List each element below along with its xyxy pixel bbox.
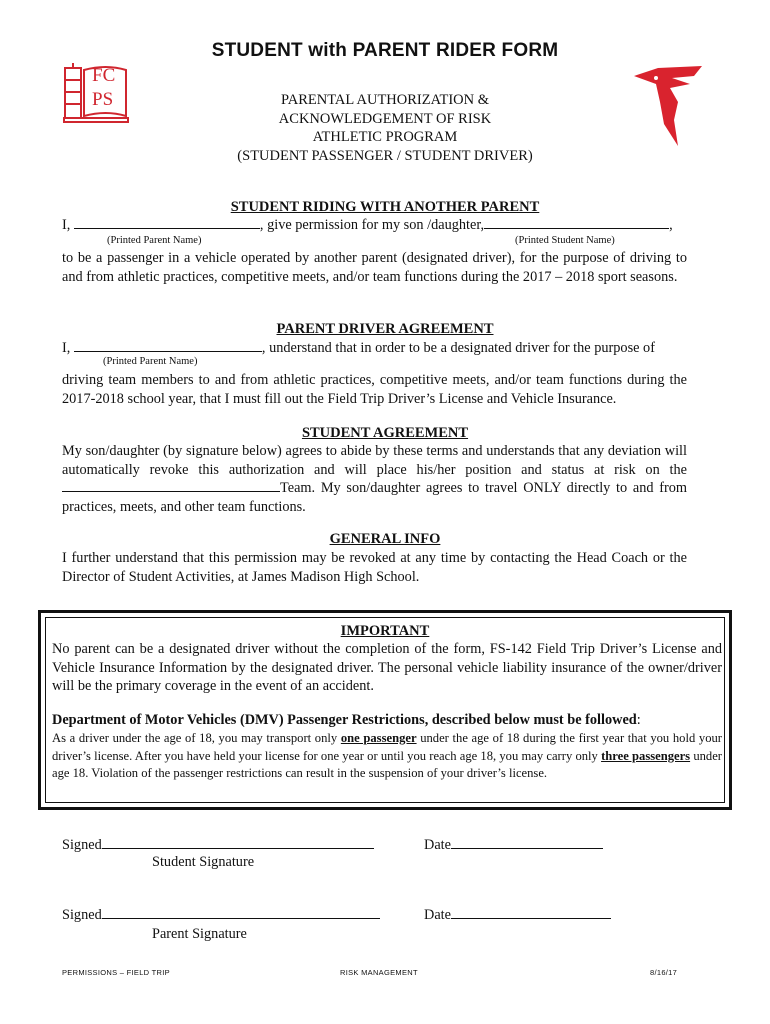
parent-driver-line: [62, 339, 655, 357]
prefix-i: I,: [62, 340, 71, 356]
subheading-line-4: (STUDENT PASSENGER / STUDENT DRIVER): [237, 148, 533, 164]
important-body: No parent can be a designated driver without the completion of the form, FS-142 Field Trip Driver’s License and Vehicle Insurance Information by the designated driver. The personal vehicle liability insurance of the owner/driver will be the primary coverage in the event of an accident.: [52, 641, 722, 694]
subheading-line-3: ATHLETIC PROGRAM: [312, 129, 458, 145]
dmv-text-2: under the age of 18 during the first year that you hold your driver’s license. After you have held your license for one year or until you reach age 18, you may carry only: [52, 731, 722, 763]
section2-body: driving team members to and from athletic practices, competitive meets, and/or team functions during the 2017-2018 school year, that I must fill out the Field Trip Driver’s License and Vehicle Insurance.: [62, 372, 687, 407]
comma: ,: [669, 217, 673, 233]
dmv-heading: Department of Motor Vehicles (DMV) Passenger Restrictions, described below must be followed: [52, 712, 637, 728]
section3-body: [62, 442, 687, 516]
logo-text-top: FC: [92, 65, 116, 86]
section1-body: to be a passenger in a vehicle operated by another parent (designated driver), for the purpose of driving to and from athletic practices, competitive meets, and/or team functions during the 2017 – 2018 sport seasons.: [62, 250, 687, 285]
parent-name-field[interactable]: [74, 216, 260, 229]
signed-label: Signed: [62, 907, 102, 923]
parent-date-row: [424, 906, 611, 924]
signed-label: Signed: [62, 837, 102, 853]
dmv-colon: :: [636, 712, 641, 728]
form-title: STUDENT with PARENT RIDER FORM: [211, 40, 559, 61]
parent-signature-caption: Parent Signature: [152, 926, 247, 942]
label-printed-student-name: (Printed Student Name): [515, 235, 615, 246]
agreement-text-2: Team. My son/daughter agrees to travel ONLY directly to and from practices, meets, and other team functions.: [62, 480, 687, 515]
team-name-field[interactable]: [62, 479, 280, 492]
student-signature-row: [62, 836, 374, 854]
parent-date-field[interactable]: [451, 906, 611, 919]
date-label: Date: [424, 837, 451, 853]
dmv-restrictions: [52, 730, 722, 783]
understand-text: , understand that in order to be a designated driver for the purpose of: [261, 340, 655, 356]
permission-line: [62, 216, 673, 234]
footer-left: PERMISSIONS – FIELD TRIP: [62, 968, 170, 977]
important-heading: IMPORTANT: [340, 623, 430, 639]
section4-body: I further understand that this permission may be revoked at any time by contacting the Head Coach or the Director of Student Activities, at James Madison High School.: [62, 550, 687, 585]
dmv-text-3: under age 18. Violation of the passenger restrictions can result in the suspension of your driver’s license.: [52, 748, 722, 780]
student-name-field[interactable]: [484, 216, 669, 229]
parent-signature-field[interactable]: [102, 906, 380, 919]
student-date-row: [424, 836, 603, 854]
parent-signature-row: [62, 906, 380, 924]
agreement-text-1: My son/daughter (by signature below) agrees to abide by these terms and understands that any deviation will automatically revoke this authorization and will place his/her position and status at risk on the: [62, 443, 687, 478]
label-printed-parent-name-2: (Printed Parent Name): [103, 356, 198, 367]
date-label: Date: [424, 907, 451, 923]
section-heading-student-riding: STUDENT RIDING WITH ANOTHER PARENT: [230, 199, 540, 215]
label-printed-parent-name: (Printed Parent Name): [107, 235, 202, 246]
dmv-heading-line: [52, 712, 722, 729]
dmv-one-passenger: one passenger: [340, 731, 417, 745]
dmv-text-1: As a driver under the age of 18, you may transport only: [52, 731, 338, 745]
section-heading-parent-driver: PARENT DRIVER AGREEMENT: [276, 321, 494, 337]
prefix-i: I,: [62, 217, 71, 233]
footer-right: 8/16/17: [650, 968, 678, 977]
parent-driver-name-field[interactable]: [74, 339, 262, 352]
permission-text: , give permission for my son /daughter,: [259, 217, 485, 233]
student-signature-field[interactable]: [102, 836, 374, 849]
subheading-line-1: PARENTAL AUTHORIZATION &: [280, 92, 489, 108]
logo-text-bottom: PS: [92, 89, 114, 110]
section-heading-general-info: GENERAL INFO: [329, 531, 441, 547]
subheading-line-2: ACKNOWLEDGEMENT OF RISK: [278, 111, 492, 127]
dmv-three-passengers: three passengers: [601, 748, 691, 763]
student-date-field[interactable]: [451, 836, 603, 849]
student-signature-caption: Student Signature: [152, 854, 255, 870]
footer-center: RISK MANAGEMENT: [340, 968, 418, 977]
section-heading-student-agreement: STUDENT AGREEMENT: [301, 425, 469, 441]
